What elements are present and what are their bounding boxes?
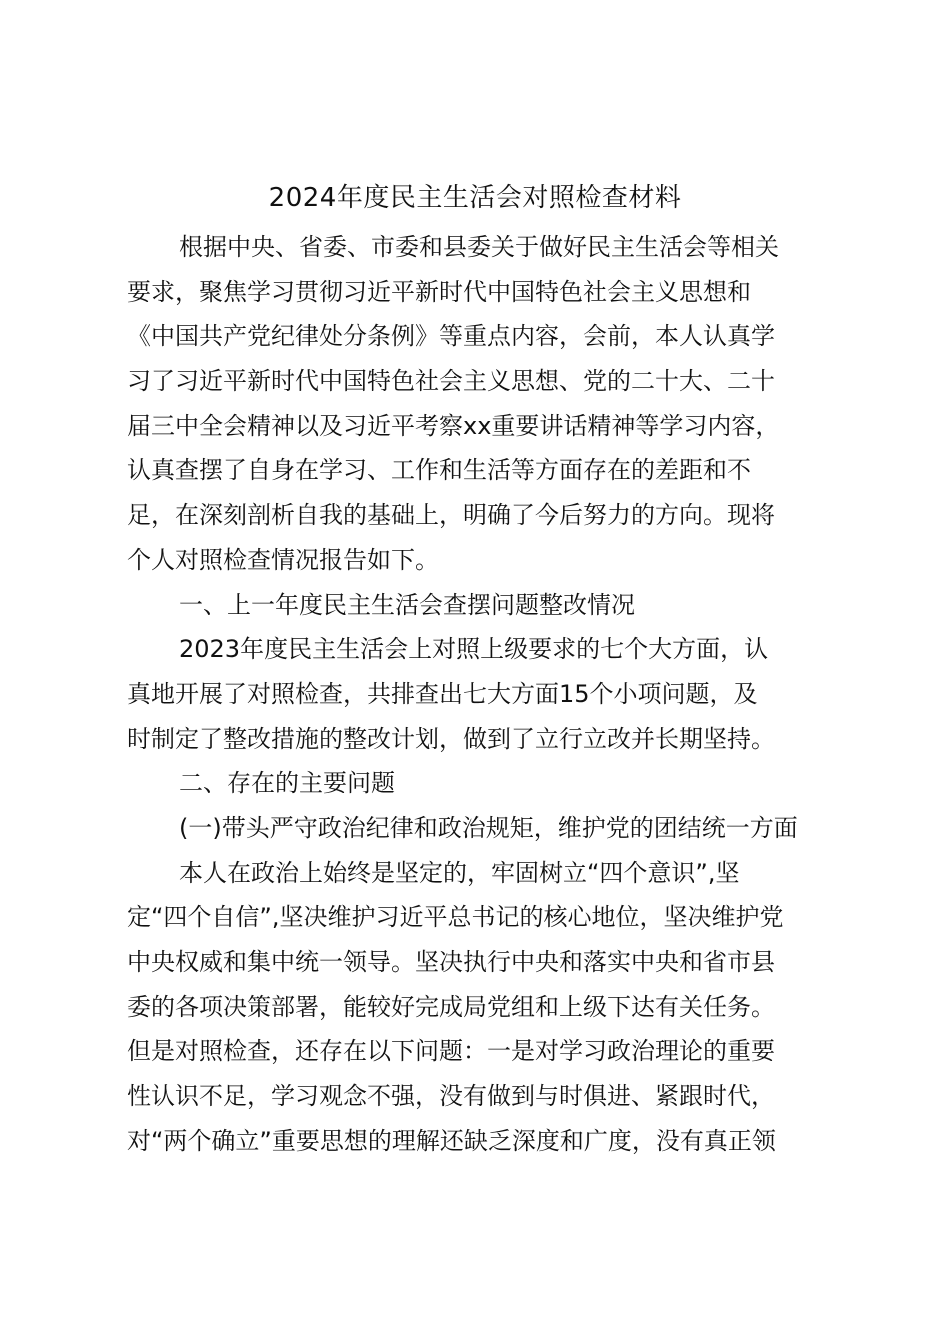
body-line: 认真查摆了自身在学习、工作和生活等方面存在的差距和不 [127,456,751,485]
body-line: 定“四个自信”,坚决维护习近平总书记的核心地位，坚决维护党 [127,903,784,932]
body-line: 时制定了整改措施的整改计划，做到了立行立改并长期坚持。 [127,724,775,753]
section-heading: 二、存在的主要问题 [179,769,395,798]
subsection-heading: (一)带头严守政治纪律和政治规矩，维护党的团结统一方面 [179,813,798,842]
body-line: 《中国共产党纪律处分条例》等重点内容，会前，本人认真学 [127,322,775,351]
body-line: 但是对照检查，还存在以下问题：一是对学习政治理论的重要 [127,1037,775,1066]
body-line: 真地开展了对照检查，共排查出七大方面15个小项问题，及 [127,679,758,708]
document-title: 2024年度民主生活会对照检查材料 [268,183,682,213]
section-heading: 一、上一年度民主生活会查摆问题整改情况 [179,590,635,619]
body-line: 足，在深刻剖析自我的基础上，明确了今后努力的方向。现将 [127,501,775,530]
body-line: 2023年度民主生活会上对照上级要求的七个大方面，认 [179,635,769,664]
document-body [127,225,827,1163]
body-line: 对“两个确立”重要思想的理解还缺乏深度和广度，没有真正领 [127,1126,776,1155]
body-line: 个人对照检查情况报告如下。 [127,545,439,574]
body-line: 委的各项决策部署，能较好完成局党组和上级下达有关任务。 [127,992,775,1021]
body-line: 根据中央、省委、市委和县委关于做好民主生活会等相关 [179,233,779,261]
body-line: 性认识不足，学习观念不强，没有做到与时俱进、紧跟时代， [127,1082,775,1111]
body-line: 习了习近平新时代中国特色社会主义思想、党的二十大、二十 [127,367,775,396]
body-line: 中央权威和集中统一领导。坚决执行中央和落实中央和省市县 [127,948,775,976]
body-line: 本人在政治上始终是坚定的，牢固树立“四个意识”,坚 [179,858,740,887]
body-line: 届三中全会精神以及习近平考察xx重要讲话精神等学习内容， [127,411,780,440]
body-line: 要求，聚焦学习贯彻习近平新时代中国特色社会主义思想和 [127,277,751,306]
